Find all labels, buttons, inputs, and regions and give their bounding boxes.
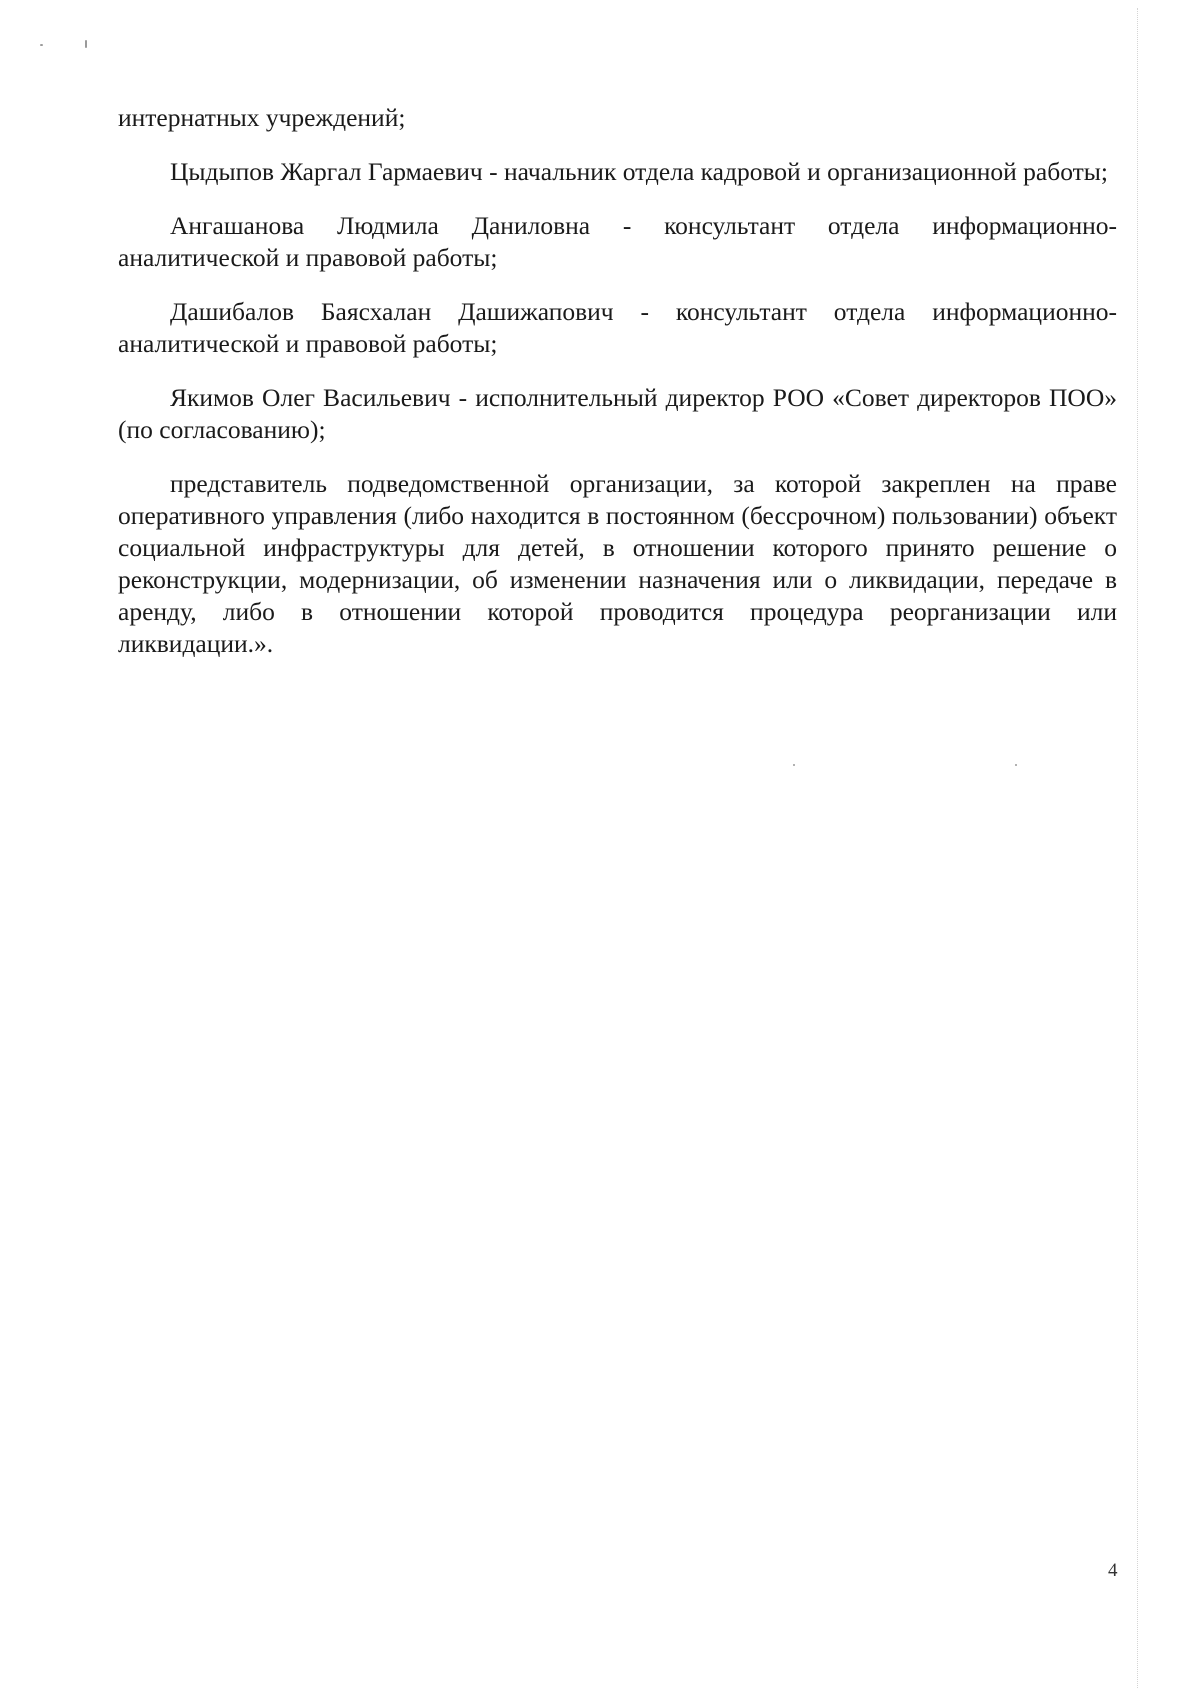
scan-edge-line: [1137, 8, 1138, 1688]
scan-speck: [40, 44, 43, 46]
paragraph: интернатных учреждений;: [118, 103, 406, 132]
scan-speck: [1015, 764, 1017, 766]
paragraph: Ангашанова Людмила Даниловна - консультант отдела информационно-аналитической и правовой работы;: [118, 211, 1117, 272]
document-body: [118, 102, 1117, 682]
paragraph: Дашибалов Баясхалан Дашижапович - консультант отдела информационно-аналитической и правовой работы;: [118, 297, 1117, 358]
paragraph: Якимов Олег Васильевич - исполнительный директор РОО «Совет директоров ПОО» (по согласованию);: [118, 383, 1117, 444]
paragraph: Цыдыпов Жаргал Гармаевич - начальник отдела кадровой и организационной работы;: [170, 157, 1108, 186]
paragraph: представитель подведомственной организации, за которой закреплен на праве оперативного управления (либо находится в постоянном (бессрочном) пользовании) объект социальной инфраструктуры для детей, в отношении которого принято решение о реконструкции, модернизации, об изменении назначения или о ликвидации, передаче в аренду, либо в отношении которой проводится процедура реорганизации или ликвидации.».: [118, 469, 1117, 658]
page-number: 4: [1108, 1560, 1118, 1581]
scan-speck: [85, 40, 87, 48]
scan-speck: [793, 764, 795, 766]
